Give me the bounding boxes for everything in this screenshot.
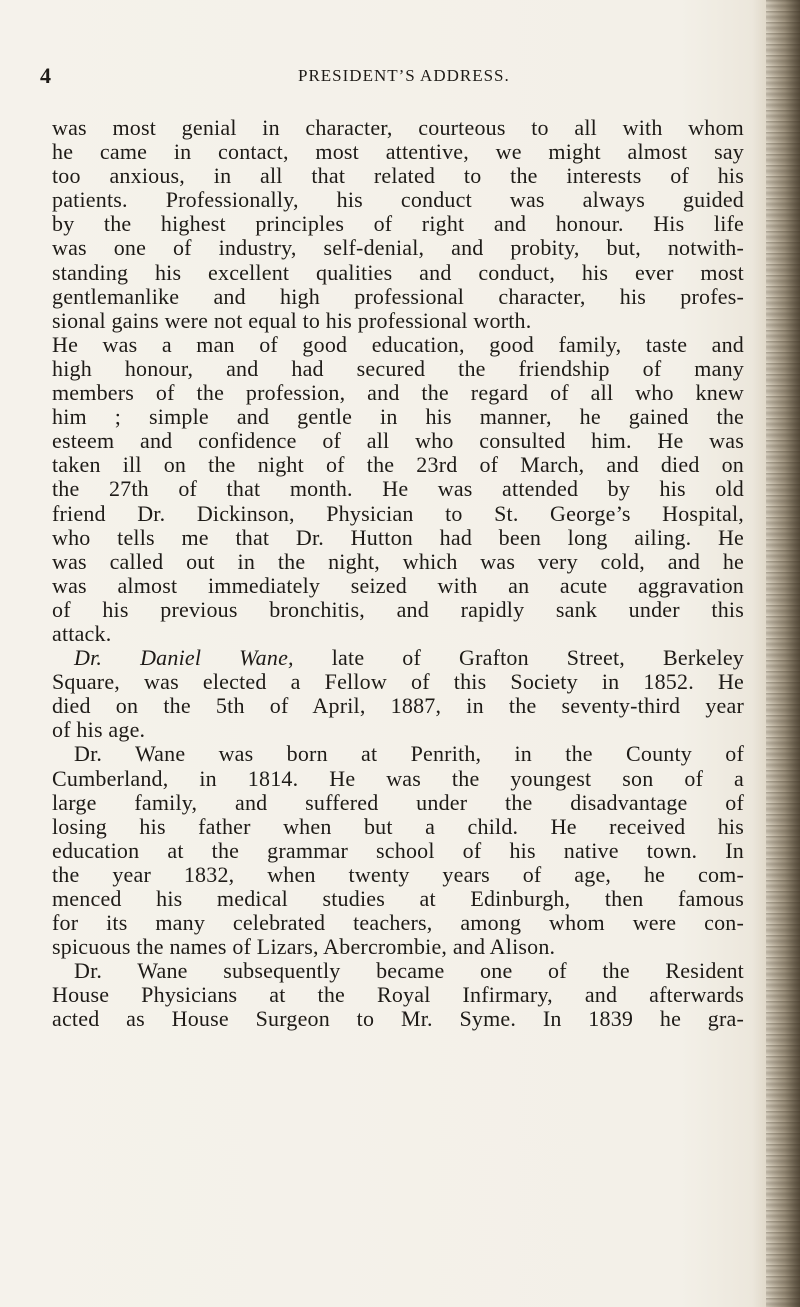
text-line: he came in contact, most attentive, we might almost say xyxy=(52,139,744,165)
text-line: gentlemanlike and high professional character, his profes- xyxy=(52,283,744,309)
text-line: losing his father when but a child. He received his xyxy=(52,813,744,839)
text-line: high honour, and had secured the friendship of many xyxy=(52,355,744,381)
text-line: of his previous bronchitis, and rapidly sank under this xyxy=(52,596,744,622)
text-line: taken ill on the night of the 23rd of March, and died on xyxy=(52,452,744,478)
text-line: the 27th of that month. He was attended by his old xyxy=(52,476,744,502)
text-line: patients. Professionally, his conduct was always guided xyxy=(52,187,744,213)
running-title: PRESIDENT’S ADDRESS. xyxy=(298,66,510,85)
text-line: large family, and suffered under the disadvantage of xyxy=(52,789,744,815)
text-line: Dr. Wane was born at Penrith, in the County of xyxy=(74,741,744,767)
page-number: 4 xyxy=(40,63,51,88)
text-line: by the highest principles of right and honour. His life xyxy=(52,211,744,237)
text-line: He was a man of good education, good family, taste and xyxy=(52,331,744,357)
text-line: him ; simple and gentle in his manner, he gained the xyxy=(52,404,744,430)
text-line: education at the grammar school of his native town. In xyxy=(52,837,744,863)
text-line: was almost immediately seized with an acute aggravation xyxy=(52,572,744,598)
text-line: attack. xyxy=(52,620,112,646)
text-line: spicuous the names of Lizars, Abercrombie, and Alison. xyxy=(52,934,556,960)
text-line: who tells me that Dr. Hutton had been long ailing. He xyxy=(52,524,744,550)
text-line: friend Dr. Dickinson, Physician to St. George’s Hospital, xyxy=(52,500,744,526)
text-line: too anxious, in all that related to the interests of his xyxy=(52,163,744,189)
text-line: sional gains were not equal to his professional worth. xyxy=(52,307,532,333)
text-line: acted as House Surgeon to Mr. Syme. In 1839 he gra- xyxy=(52,1006,744,1032)
text-line: was most genial in character, courteous to all with whom xyxy=(52,115,744,140)
text-line: the year 1832, when twenty years of age, he com- xyxy=(52,861,744,887)
text-line: for its many celebrated teachers, among whom were con- xyxy=(52,910,744,936)
text-line: Dr. Wane subsequently became one of the Resident xyxy=(74,958,744,984)
text-line: Cumberland, in 1814. He was the youngest son of a xyxy=(52,765,744,791)
text-line: was one of industry, self-denial, and probity, but, notwith- xyxy=(52,235,744,261)
text-line: late of Grafton Street, Berkeley xyxy=(331,645,744,671)
text-line: menced his medical studies at Edinburgh, then famous xyxy=(52,886,744,911)
obituary-heading-line xyxy=(52,646,744,670)
running-head xyxy=(0,63,800,93)
obituary-name: Dr. Daniel Wane, xyxy=(74,645,294,671)
text-line: members of the profession, and the regard of all who knew xyxy=(52,380,744,406)
text-line: of his age. xyxy=(52,717,146,743)
body-text xyxy=(52,116,744,1032)
text-line: esteem and confidence of all who consulted him. He was xyxy=(52,428,744,454)
text-line: died on the 5th of April, 1887, in the seventy-third year xyxy=(52,693,744,719)
text-line: House Physicians at the Royal Infirmary, and afterwards xyxy=(52,982,744,1008)
text-line: Square, was elected a Fellow of this Society in 1852. He xyxy=(52,669,744,695)
binding-edge xyxy=(766,0,800,1307)
text-line: was called out in the night, which was very cold, and he xyxy=(52,548,744,574)
text-line: standing his excellent qualities and conduct, his ever most xyxy=(52,259,744,285)
